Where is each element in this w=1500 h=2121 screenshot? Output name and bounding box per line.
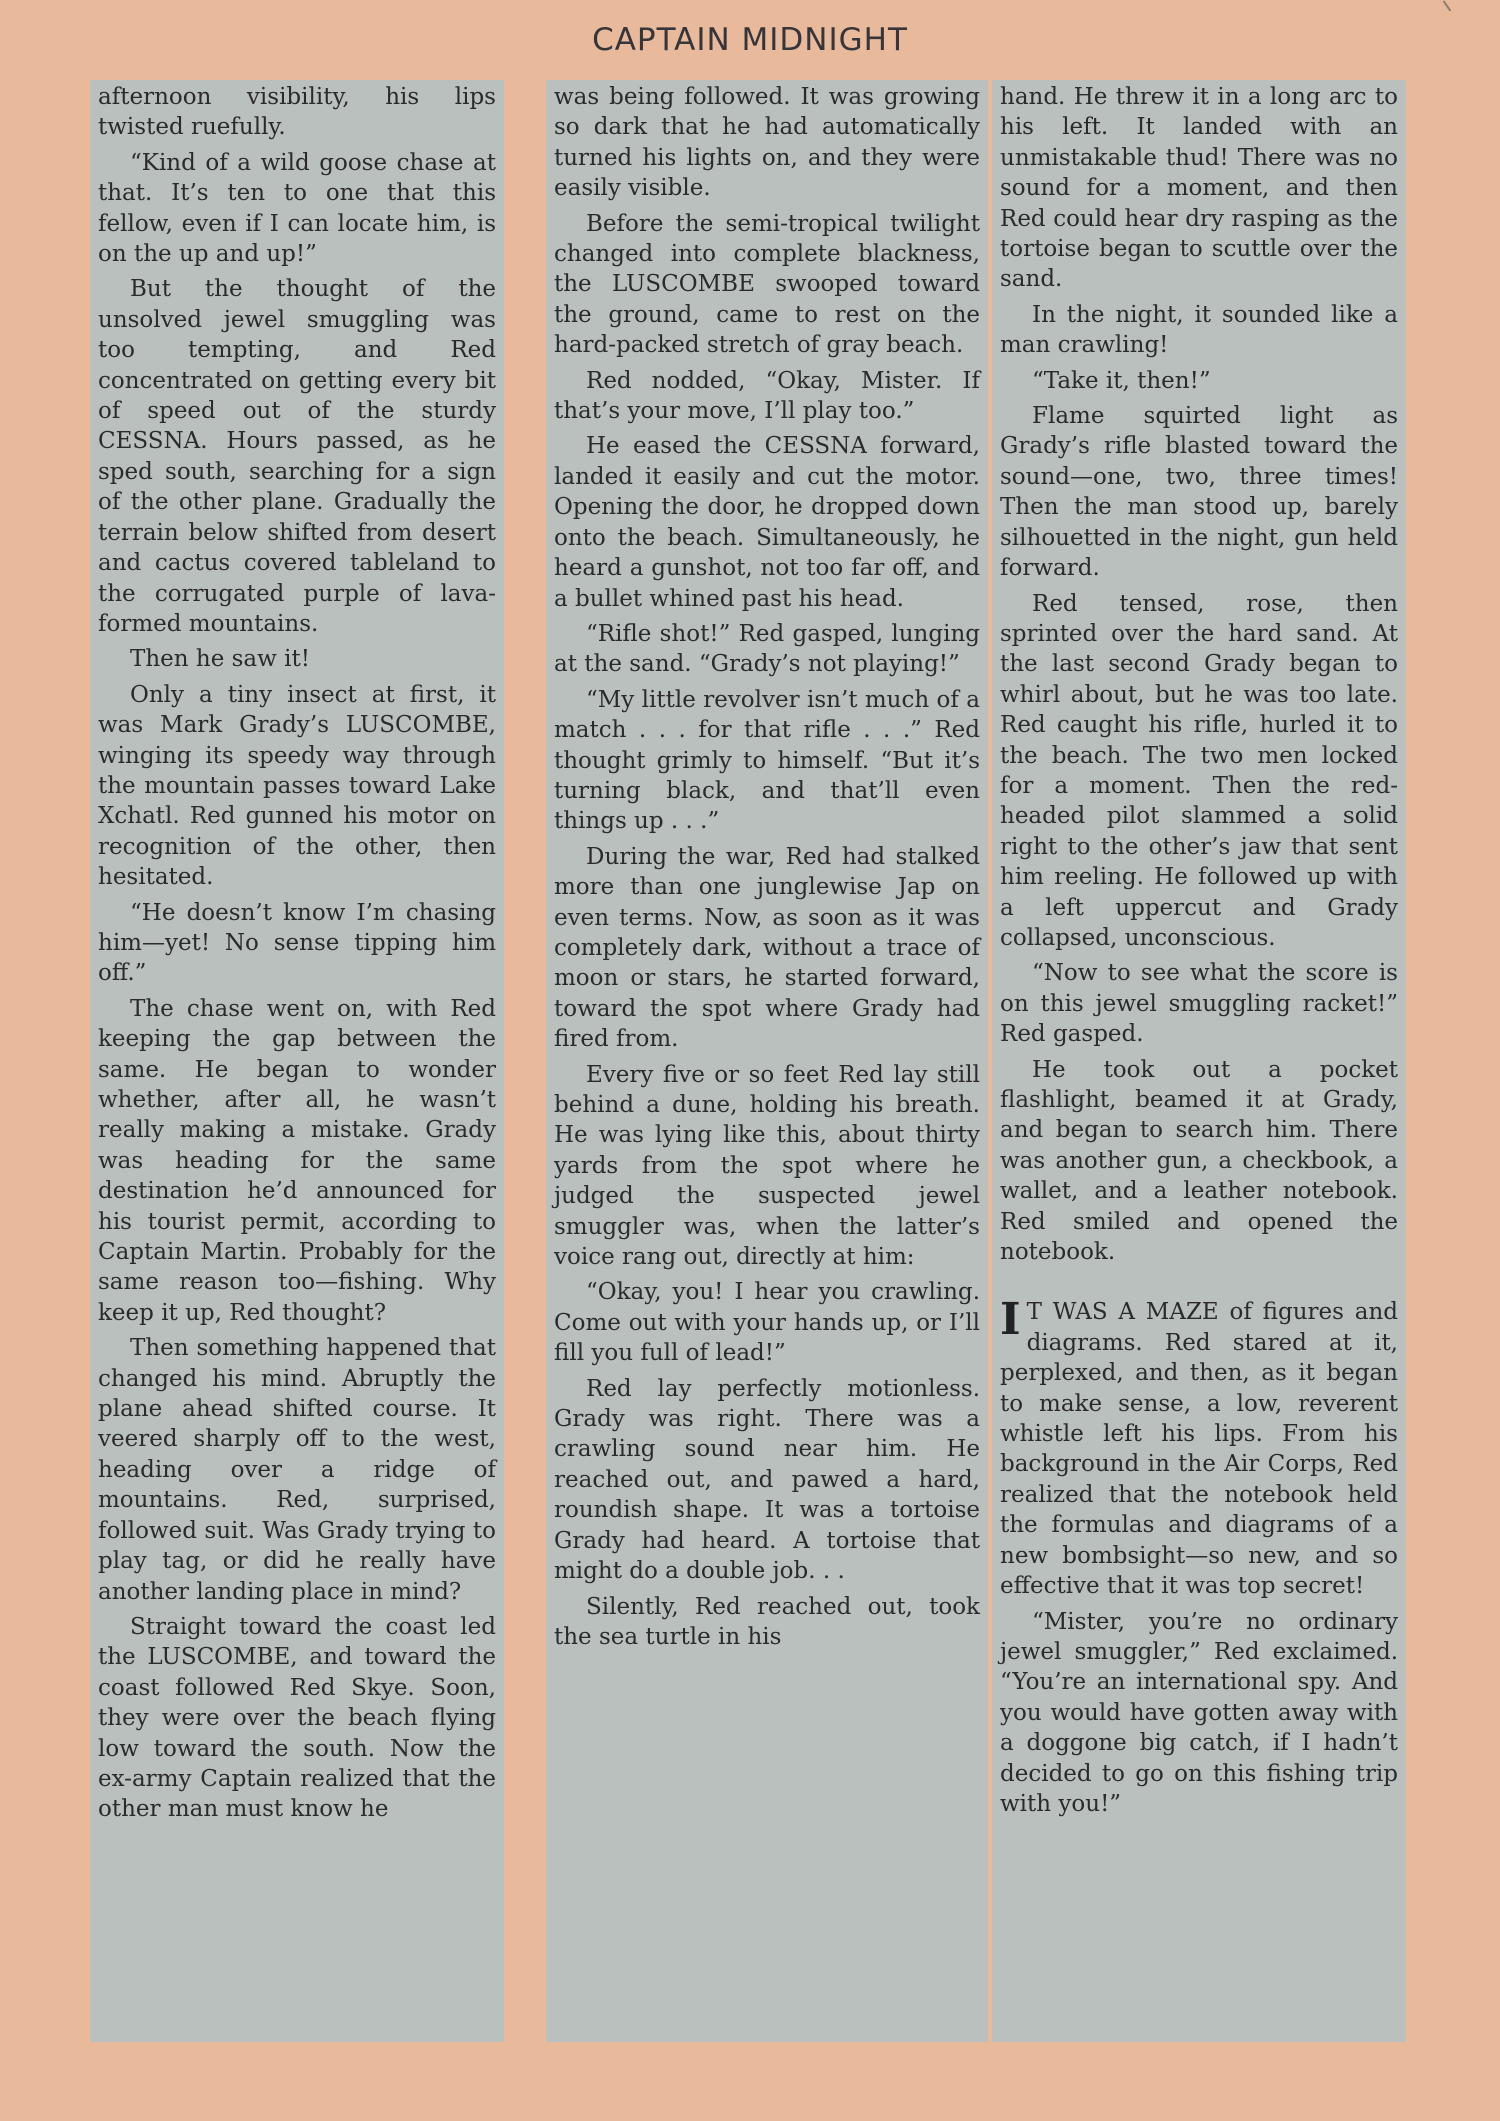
article-paragraph (1000, 589, 1398, 954)
article-paragraph (554, 1060, 980, 1273)
article-paragraph (1000, 300, 1398, 361)
paragraph-text: Before the semi-tropical twilight changed into complete blackness, the LUSCOMBE swooped toward the ground, came to rest on the hard-packed stretch of gray beach. (554, 210, 980, 359)
article-paragraph (98, 1612, 496, 1825)
paragraph-text: “Mister, you’re no ordinary jewel smuggler,” Red exclaimed. “You’re an international spy. And you would have gotten away with a doggone big catch, if I hadn’t decided to go on this fishing trip with you!” (1000, 1608, 1398, 1817)
article-paragraph (98, 680, 496, 893)
paragraph-text: Silently, Red reached out, took the sea turtle in his (554, 1593, 980, 1650)
article-paragraph (1000, 1294, 1398, 1601)
article-paragraph (554, 1592, 980, 1653)
article-paragraph (98, 644, 496, 674)
paragraph-text: Then something happened that changed his mind. Abruptly the plane ahead shifted course. It veered sharply off to the west, heading over a ridge of mountains. Red, surprised, followed suit. Was Grady trying to play tag, or did he really have another landing place in mind? (98, 1335, 496, 1605)
paragraph-text: afternoon visibility, his lips twisted ruefully. (98, 84, 496, 141)
article-paragraph (1000, 958, 1398, 1049)
paragraph-text: In the night, it sounded like a man crawling! (1000, 301, 1398, 359)
paragraph-text: Flame squirted light as Grady’s rifle blasted toward the sound—one, two, three times! Then the man stood up, barely silhouetted in the night, gun held forward. (1000, 403, 1398, 582)
text-column-1 (90, 80, 504, 2042)
paragraph-text: Red lay perfectly motionless. Grady was right. There was a crawling sound near him. He reached out, and pawed a hard, roundish shape. It was a tortoise Grady had heard. A tortoise that might do a double job. . . (554, 1375, 980, 1585)
paragraph-text: Every five or so feet Red lay still behind a dune, holding his breath. He was lying like this, about thirty yards from the spot where he judged the suspected jewel smuggler was, when the latter’s voice rang out, directly at him: (554, 1061, 980, 1271)
article-paragraph (554, 82, 980, 204)
text-column-2 (546, 80, 988, 2042)
text-column-3 (992, 80, 1406, 2042)
article-paragraph (554, 366, 980, 427)
paragraph-text: During the war, Red had stalked more than one junglewise Jap on even terms. Now, as soon as it was completely dark, without a trace of moon or stars, he started forward, toward the spot where Grady had fired from. (554, 843, 980, 1053)
paragraph-text: Red nodded, “Okay, Mister. If that’s your move, I’ll play too.” (554, 367, 980, 425)
article-paragraph (554, 619, 980, 680)
article-paragraph (98, 82, 496, 143)
paragraph-text: Straight toward the coast led the LUSCOMBE, and toward the coast followed Red Skye. Soon, they were over the beach flying low toward the south. Now the ex-army Captain realized that the other man must know he (98, 1613, 496, 1823)
paragraph-text: “Now to see what the score is on this jewel smuggling racket!” Red gasped. (1000, 960, 1398, 1048)
article-paragraph (1000, 401, 1398, 583)
article-paragraph (554, 431, 980, 613)
paragraph-text: Then he saw it! (130, 646, 310, 673)
paragraph-text: Only a tiny insect at first, it was Mark Grady’s LUSCOMBE, winging its speedy way through the mountain passes toward Lake Xchatl. Red gunned his motor on recognition of the other, then hesitated. (98, 681, 496, 891)
article-paragraph (1000, 1055, 1398, 1268)
article-paragraph (1000, 1607, 1398, 1820)
paragraph-text: “Rifle shot!” Red gasped, lunging at the sand. “Grady’s not playing!” (554, 620, 980, 678)
paragraph-text: “Take it, then!” (1032, 367, 1211, 394)
article-paragraph (98, 274, 496, 639)
paragraph-text: He took out a pocket flashlight, beamed it at Grady, and began to search him. There was another gun, a checkbook, a wallet, and a leather notebook. Red smiled and opened the notebook. (1000, 1056, 1398, 1266)
paragraph-text: “Kind of a wild goose chase at that. It’s ten to one that this fellow, even if I can locate him, is on the up and up!” (98, 149, 496, 268)
article-paragraph (554, 209, 980, 361)
paragraph-text: He eased the CESSNA forward, landed it easily and cut the motor. Opening the door, he dropped down onto the beach. Simultaneously, he heard a gunshot, not too far off, and a bullet whined past his head. (554, 433, 980, 612)
article-paragraph (1000, 366, 1398, 396)
paragraph-text: But the thought of the unsolved jewel smuggling was too tempting, and Red concentrated on getting every bit of speed out of the sturdy CESSNA. Hours passed, as he sped south, searching for a sign of the other plane. Gradually the terrain below shifted from desert and cactus covered tableland to the corrugated purple of lava-formed mountains. (98, 276, 496, 637)
page-title: CAPTAIN MIDNIGHT (592, 22, 908, 58)
paragraph-text: hand. He threw it in a long arc to his left. It landed with an unmistakable thud! There was no sound for a moment, and then Red could hear dry rasping as the tortoise began to scuttle over the sand. (1000, 84, 1398, 293)
paragraph-text: “Okay, you! I hear you crawling. Come out with your hands up, or I’ll fill you full of lead!” (554, 1279, 980, 1367)
paragraph-text: Red tensed, rose, then sprinted over the hard sand. At the last second Grady began to whirl about, but he was too late. Red caught his rifle, hurled it to the beach. The two men locked for a moment. Then the red-headed pilot slammed a solid right to the other’s jaw that sent him reeling. He followed up with a left uppercut and Grady collapsed, unconscious. (1000, 590, 1398, 951)
article-paragraph (554, 842, 980, 1055)
drop-cap: I (1000, 1294, 1021, 1346)
article-paragraph (1000, 82, 1398, 295)
article-paragraph (98, 898, 496, 989)
page-corner-mark (1443, 1, 1452, 12)
paragraph-text: T WAS A MAZE of figures and diagrams. Red stared at it, perplexed, and then, as it began to make sense, a low, reverent whistle left his lips. From his background in the Air Corps, Red realized that the notebook held the formulas and diagrams of a new bombsight—so new, and so effective that it was top secret! (1000, 1299, 1398, 1600)
article-paragraph (98, 994, 496, 1328)
article-paragraph (554, 1374, 980, 1587)
paragraph-text: The chase went on, with Red keeping the gap between the same. He began to wonder whether, after all, he wasn’t really making a mistake. Grady was heading for the same destination he’d announced for his tourist permit, according to Captain Martin. Probably for the same reason too—fishing. Why keep it up, Red thought? (98, 995, 496, 1326)
paragraph-text: was being followed. It was growing so dark that he had automatically turned his lights on, and they were easily visible. (554, 84, 980, 202)
paragraph-text: “He doesn’t know I’m chasing him—yet! No sense tipping him off.” (98, 899, 496, 987)
paragraph-text: “My little revolver isn’t much of a match . . . for that rifle . . .” Red thought grimly to himself. “But it’s turning black, and that’ll even things up . . .” (554, 686, 980, 835)
article-paragraph (554, 1277, 980, 1368)
article-paragraph (98, 1333, 496, 1607)
article-paragraph (554, 685, 980, 837)
article-paragraph (98, 148, 496, 270)
